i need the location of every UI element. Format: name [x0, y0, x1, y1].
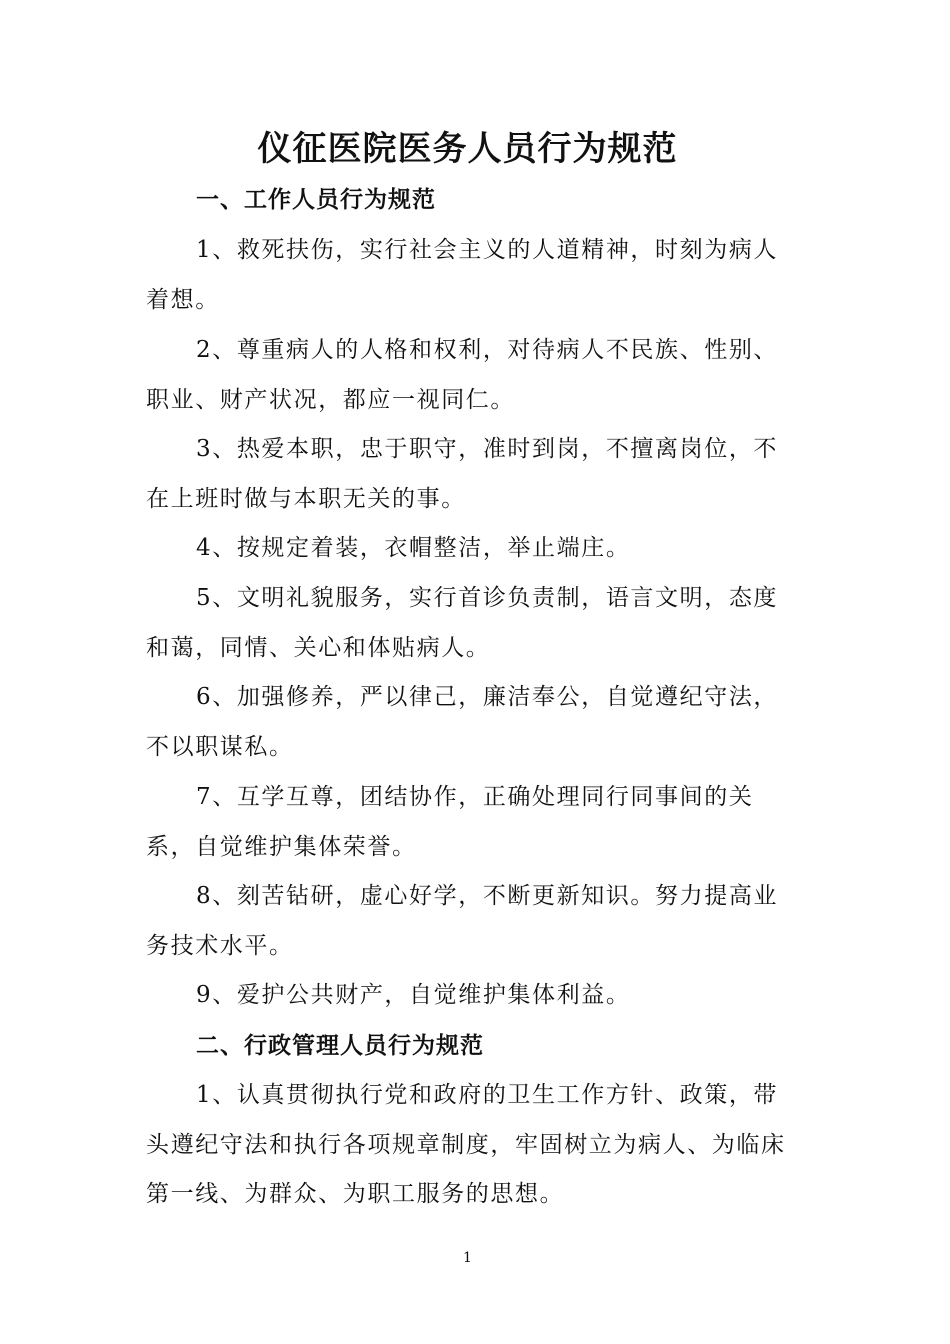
- section-1-item-2: 2、尊重病人的人格和权利，对待病人不民族、性别、职业、财产状况，都应一视同仁。: [146, 337, 779, 413]
- section-1-item-1: 1、救死扶伤，实行社会主义的人道精神，时刻为病人着想。: [146, 237, 779, 313]
- section-1-item-9: 9、爱护公共财产，自觉维护集体利益。: [196, 982, 631, 1008]
- section-1-item-6: 6、加强修养，严以律己，廉洁奉公，自觉遵纪守法，不以职谋私。: [146, 684, 779, 760]
- document-title: 仪征医院医务人员行为规范: [257, 129, 678, 169]
- section-1-item-8: 8、刻苦钻研，虚心好学，不断更新知识。努力提高业务技术水平。: [146, 883, 779, 959]
- section-1-item-4: 4、按规定着装，衣帽整洁，举止端庄。: [196, 535, 631, 561]
- section-1-item-5: 5、文明礼貌服务，实行首诊负责制，语言文明，态度和蔼，同情、关心和体贴病人。: [146, 585, 779, 661]
- section-1-item-3: 3、热爱本职，忠于职守，准时到岗，不擅离岗位，不在上班时做与本职无关的事。: [146, 436, 779, 512]
- page-number: 1: [463, 1250, 472, 1266]
- section-1-item-7: 7、互学互尊，团结协作，正确处理同行同事间的关系，自觉维护集体荣誉。: [146, 784, 754, 860]
- section-heading-1: 一、工作人员行为规范: [196, 186, 436, 213]
- section-2-item-1: 1、认真贯彻执行党和政府的卫生工作方针、政策，带头遵纪守法和执行各项规章制度，牢固树立为病人、为临床第一线、为群众、为职工服务的思想。: [146, 1082, 786, 1207]
- section-heading-2: 二、行政管理人员行为规范: [196, 1032, 484, 1059]
